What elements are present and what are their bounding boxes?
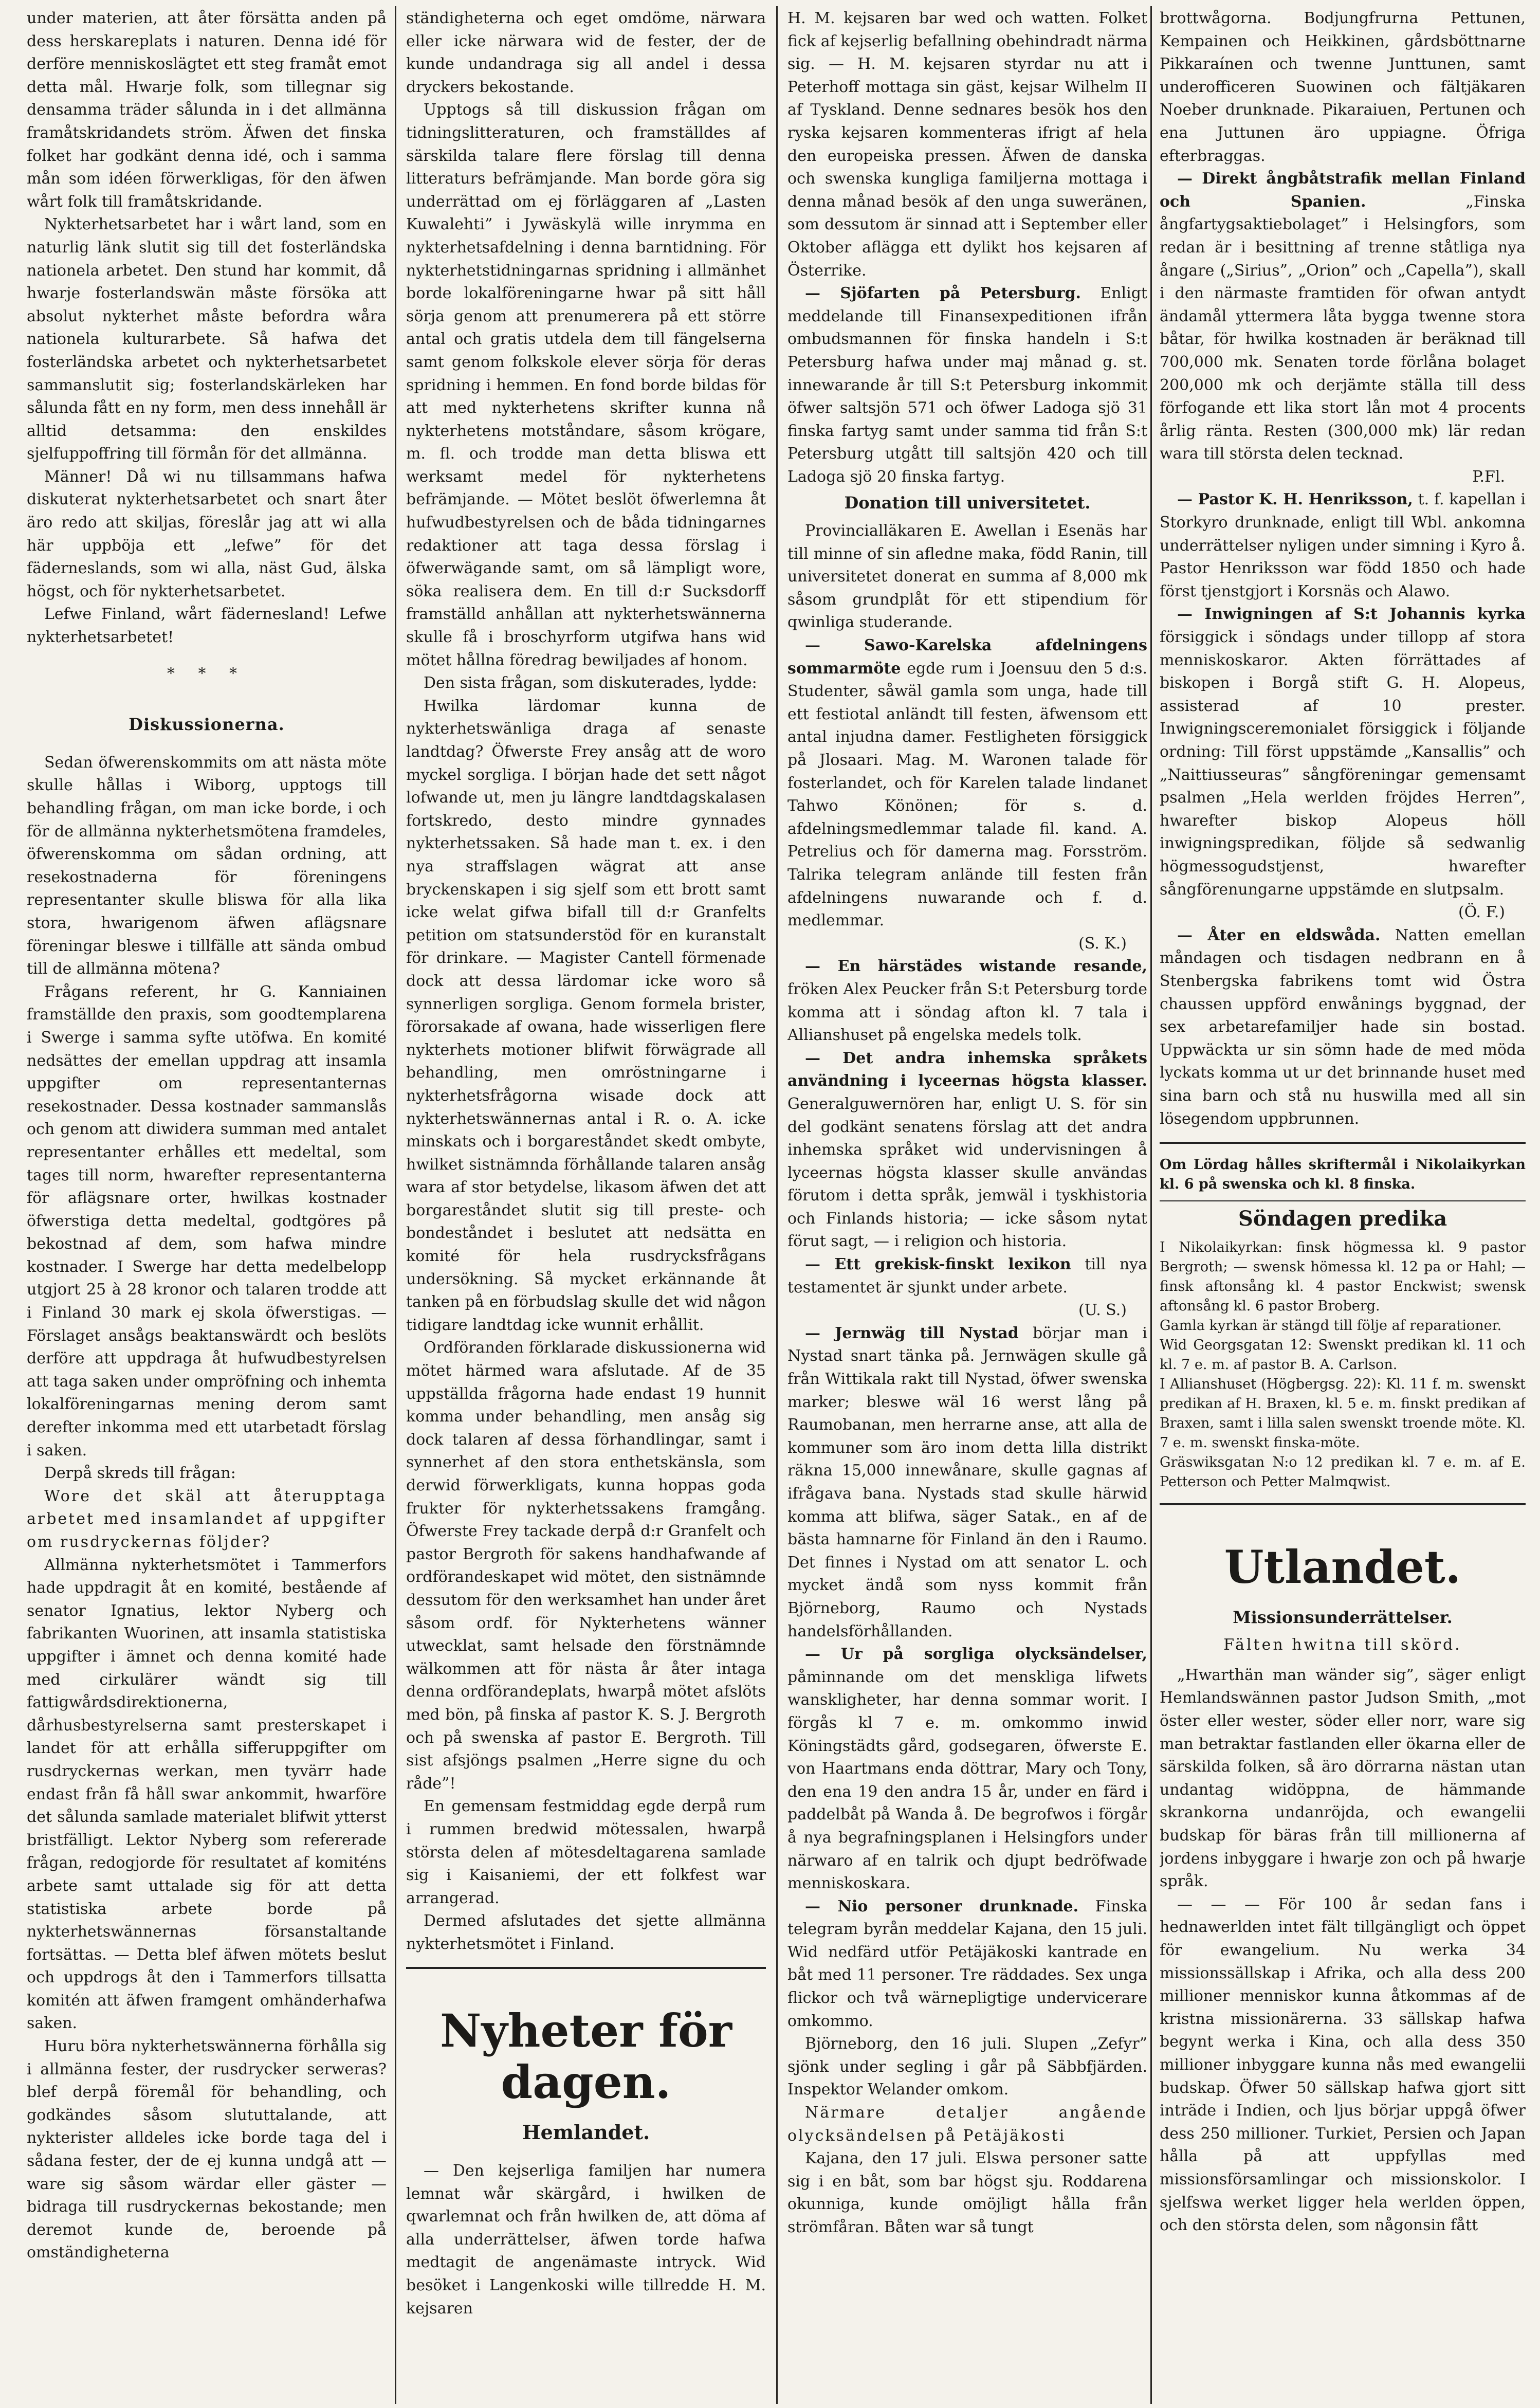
paragraph: Björneborg, den 16 juli. Slupen „Zefyr” sjönk under segling i går på Säbbfjärden. Inspektor Welander omkom. xyxy=(787,2035,1147,2099)
church-notice: Om Lördag hålles skriftermål i Nikolaikyrkan kl. 6 på swenska och kl. 8 finska. xyxy=(1160,1157,1526,1193)
paragraph: Nykterhetsarbetet har i wårt land, som en naturlig länk slutit sig till det fosterländska nationela arbetet. Den stund har kommit, då hwarje fosterlandswän måste försöka att absolut nykterhet måste befordra wåra nationela kulturarbete. Så hafwa det fosterländska arbetet och nykterhetsarbetet sammanslutit sig; fosterlandskärleken har sålunda fått en ny form, men dess innehåll är alltid detsamma: den enskildes sjelfuppoffring till förmån för det allmänna. xyxy=(27,215,387,463)
section-heading: Diskussionerna. xyxy=(129,715,285,735)
news-headline: — Jernwäg till Nystad xyxy=(805,1324,1019,1342)
news-body: „Finska ångfartygsaktiebolaget” i Helsingfors, som redan är i besittning af trenne ståtliga nya ångare („Sirius”, „Orion” och „Capella”), skall i den närmaste framtiden för ofwan antydt ändamål yttermera låta bygga twenne stora båtar, för hwilka kostnaden är beräknad till 700,000 mk. Senaten torde förlåna bolaget 200,000 mk och derjämte ställa till dess förfogande ett lika stort lån mot 4 procents årlig ränta. Resten (300,000 mk) lär redan wara till största delen tecknad. xyxy=(1160,192,1526,463)
divider xyxy=(406,1967,766,1969)
paragraph: Frågans referent, hr G. Kanniainen framställde den praxis, som goodtemplarena i Swerge i samma syfte utöfwa. En komité nedsättes der emellan uppdrag att insamla uppgifter om representanternas resekostnader. Dessa kostnader sammanslås och genom att diwidera summan med antalet representanter erhålles ett medeltal, som tages till norm, hwarefter representanterna för aflägsnare orter, hwilkas kostnader öfwerstiga detta medeltal, godtgöres på bekostnad af dem, som hafwa mindre kostnader. I Swerge har detta medelbelopp utgjort 25 à 28 kronor och talaren trodde att i Finland 30 mark ej skola öfwerstigas. — Förslaget ansågs beaktanswärdt och beslöts derföre att uppdraga åt hufwudbestyrelsen att taga saken under ompröfning och inhemta lokalföreningarnas mening derom samt derefter inkomma med ett utarbetadt förslag i saken. xyxy=(27,982,387,1460)
paragraph: Huru böra nykterhetswännerna förhålla sig i allmänna fester, der rusdrycker serweras? blef derpå föremål för behandling, och godkändes såsom slututtalande, att nykterister alldeles icke borde taga del i sådana fester, der de ej kunna undgå att — ware sig såsom wärdar eller gäster — bidraga till rusdryckernas bekostande; men deremot kunde de, beroende på omständigheterna xyxy=(27,2037,387,2262)
news-body: Generalguwernören har, enligt U. S. för sin del godkänt senatens förslag att det andra inhemska språket wid undervisningen å lyceernas högsta klasser skulle användas förutom i detta språk, jemwäl i tyskhistoria och Finlands historia; — icke såsom nytat förut sagt, — i religion och historia. xyxy=(787,1094,1147,1251)
column-4 xyxy=(1160,7,1526,2403)
paragraph: Allmänna nykterhetsmötet i Tammerfors hade uppdragit åt en komité, bestående af senator Ignatius, lektor Nyberg och fabrikanten Wuorinen, att insamla statistiska uppgifter i ämnet och denna komité hade med cirkulärer wändt sig till fattigwårdsdirektionerna, dårhusbestyrelserna samt presterskapet i landet för att erhålla sifferuppgifter om rusdryckernas werkan, men tyvärr hade endast från få håll swar ankommit, hwarföre det sålunda samlade materialet blifwit ytterst bristfälligt. Lektor Nyberg som refererade frågan, redogjorde för resultatet af komiténs arbete samt uttalade sig för att detta statistiska arbete borde på nykterhetswännernas försanstaltande fortsättas. — Detta blef äfwen mötets beslut och uppdrogs åt den i Tammerfors tillsatta komitén att äfwen framgent omhänderhafwa saken. xyxy=(27,1556,387,2033)
news-body: Finska telegram byrån meddelar Kajana, den 15 juli. Wid nedfärd utför Petäjäkoski kantrade en båt med 11 personer. Tre räddades. Sex unga flickor och två wärnepligtige undervicerare omkommo. xyxy=(787,1897,1147,2030)
paragraph: Den sista frågan, som diskuterades, lydde: xyxy=(424,674,757,692)
sermon-entry: Gamla kyrkan är stängd till följe af reparationer. xyxy=(1160,1317,1502,1334)
news-body: egde rum i Joensuu den 5 d:s. Studenter, såwäl gamla som unga, hade till ett festiotal anländt till festen, äfwensom ett antal injudna damer. Festligheten försiggick på Jlosaari. Mag. M. Waronen talade för fosterlandet, och för Karelen talade lindanet Tahwo Könönen; för s. d. afdelningsmedlemmar talade fil. kand. A. Petrelius och för damerna mag. Forsström. Talrika telegram anlände till festen från afdelningens nuwarande och f. d. medlemmar. xyxy=(787,659,1147,930)
source-signature: P.Fl. xyxy=(1472,467,1505,486)
news-headline: — Nio personer drunknade. xyxy=(805,1897,1079,1916)
sermon-entry: Wid Georgsgatan 12: Swenskt predikan kl. 11 och kl. 7 e. m. af pastor B. A. Carlson. xyxy=(1160,1337,1526,1373)
column-2 xyxy=(406,7,766,2403)
paragraph: Derpå skreds till frågan: xyxy=(44,1464,236,1483)
news-headline: — Åter en eldswåda. xyxy=(1177,926,1381,944)
paragraph: H. M. kejsaren bar wed och watten. Folket fick af kejserlig befallning obehindradt närma sig. — H. M. kejsaren styrdar nu att i Peterhoff mottaga sin gäst, kejsar Wilhelm II af Tyskland. Denne sednares besök hos den ryska kejsaren kommenteras ifrigt af hela den europeiska pressen. Äfwen de danska och swenska kungliga familjerna mottaga i denna månad besök af den unga suweränen, som dessutom är sinnad att i September eller Oktober aflägga ett dylikt hos kejsaren af Österrike. xyxy=(787,9,1147,280)
paragraph: Närmare detaljer angående olycksändelsen på Petäjäkosti xyxy=(787,2104,1147,2145)
paragraph: Dermed afslutades det sjette allmänna nykterhetsmötet i Finland. xyxy=(406,1912,766,1953)
news-headline: Donation till universitetet. xyxy=(844,493,1091,513)
news-headline: — Inwigningen af S:t Johannis kyrka xyxy=(1177,605,1526,624)
paragraph: — Den kejserliga familjen har numera lemnat wår skärgård, i hwilken de qwarlemnat och från hwilken de, att döma af alla underrättelser, äfwen torde hafwa medtagit de angenämaste intryck. Wid besöket i Langenkoski wille tillredde H. M. kejsaren xyxy=(406,2162,766,2318)
column-rule xyxy=(395,6,396,2404)
divider xyxy=(1160,1142,1526,1144)
divider xyxy=(1160,1503,1526,1505)
news-body: t. f. kapellan i Storkyro drunknade, enligt till Wbl. ankomna underrättelser nyligen under simning i Kyro å. Pastor Henriksson war född 1850 och hade först tjenstgjort i Korsnäs och Alawo. xyxy=(1160,490,1526,600)
paragraph: Sedan öfwerenskommits om att nästa möte skulle hållas i Wiborg, upptogs till behandling frågan, om man icke borde, i och för de allmänna nykterhetsmötena framdeles, öfwerenskomma om sådan ordning, att resekostnaderna för föreningens representanter skulle bliswa för alla lika stora, hwarigenom äfwen aflägsnare föreningar bleswe i tillfälle att sända ombud till de allmänna mötena? xyxy=(27,753,387,978)
news-headline: — Sjöfarten på Petersburg. xyxy=(805,284,1081,303)
column-3 xyxy=(787,7,1147,2403)
paragraph: — — — För 100 år sedan fans i hednawerlden intet fält tillgängligt och öppet för ewangelium. Nu werka 34 missionssällskap i Afrika, och alla dess 200 millioner menniskor kunna åtkommas af de kristna missionärerna. 33 sällskap hafwa begynt werka i Kina, och alla dess 350 millioner inbyggare kunna nås med ewangelii budskap. Öfwer 50 sällskap hafwa gjort sitt inträde i Indien, och ljus börjar uppgå öfwer dess 250 millioner. Turkiet, Persien och Japan hålla på att uppfyllas med missionsförsamlingar och missionskolor. I sjelfswa werket ligger hela werlden öppen, och den största delen, som någonsin fått xyxy=(1160,1895,1526,2235)
paragraph: Kajana, den 17 juli. Elswa personer satte sig i en båt, som bar högst sju. Roddarena okunniga, kunde omöjligt hålla från strömfåran. Båten war så tungt xyxy=(787,2149,1147,2236)
paragraph: ständigheterna och eget omdöme, närwara eller icke närwara wid de fester, der de kunde undandraga sig all andel i dessa dryckers bekostande. xyxy=(406,9,766,96)
divider xyxy=(1160,1200,1526,1201)
source-signature: (Ö. F.) xyxy=(1458,903,1505,922)
news-headline: — Direkt ångbåtstrafik mellan Finland och Spanien. xyxy=(1160,170,1526,211)
news-headline: — En härstädes wistande resande, xyxy=(805,957,1147,976)
sermon-entry: I Allianshuset (Högbergsg. 22): Kl. 11 f. m. swenskt predikan af H. Braxen, kl. 5 e. m. finskt predikan af Braxen, samt i lilla salen swenskt troende möte. Kl. 7 e. m. swenskt finska-möte. xyxy=(1160,1376,1526,1451)
sermon-entry: I Nikolaikyrkan: finsk högmessa kl. 9 pastor Bergroth; — swensk hömessa kl. 12 pa or Hahl; — finsk aftonsång kl. 4 pastor Enckwist; swensk aftonsång kl. 6 pastor Broberg. xyxy=(1160,1239,1526,1314)
source-signature: (U. S.) xyxy=(1078,1301,1127,1320)
question-paragraph: Wore det skäl att återupptaga arbetet med insamlandet af uppgifter om rusdryckernas följder? xyxy=(27,1487,387,1551)
news-headline: — Ett grekisk-finskt lexikon xyxy=(805,1255,1071,1274)
news-body: till nya testamentet är sjunkt under arbete. xyxy=(787,1255,1147,1297)
source-signature: (S. K.) xyxy=(1078,934,1127,953)
news-body: Provincialläkaren E. Awellan i Esenäs har till minne of sin afledne maka, född Ranin, till universitetet donerat en summa af 8,000 mk såsom grundplåt för ett stipendium för qwinliga studerande. xyxy=(787,522,1147,632)
news-headline: — Det andra inhemska språkets användning i lyceernas högsta klasser. xyxy=(787,1049,1147,1090)
paragraph: under materien, att åter försätta anden på dess herskareplats i naturen. Denna idé för derföre menniskoslägtet ett steg framåt emot detta mål. Hwarje folk, som tillegnar sig densamma träder sålunda in i det allmänna framåtskridandets ström. Äfwen det finska folket har godkänt denna idé, och i samma mån som idéen förwerkligas, för den äfwen wårt folk till framåtskridande. xyxy=(27,9,387,211)
sermon-heading: Söndagen predika xyxy=(1238,1207,1447,1231)
news-headline: — Sawo-Karelska afdelningens sommarmöte xyxy=(787,636,1147,678)
paragraph: brottwågorna. Bodjungfrurna Pettunen, Kempainen och Heikkinen, gårdsböttnarne Pikkaraínen och twenne Junttunen, samt underofficeren Suowinen och fältjäkaren Noeber drunknade. Pikaraiuen, Pertunen och ena Juttunen äro uppiagne. Öfriga efterbraggas. xyxy=(1160,9,1526,165)
news-body: börjar man i Nystad snart tänka på. Jernwägen skulle gå från Wittikala rakt till Nystad, öfwer swenska marker; bleswe wäl 16 werst lång på Raumobanan, men herrarne anse, att alla de kommuner som äro inom detta lilla distrikt räkna 15,000 innewånare, skulle gagnas af ifrågava bana. Nystads stad skulle härwid komma att blifwa, säger Satak., en af de bästa hamnarne för Finland än den i Raumo. Det finnes i Nystad om att senator L. och mycket ändå som nyss kommit från Björneborg, Raumo och Nystads handelsförhållanden. xyxy=(787,1324,1147,1640)
news-body: fröken Alex Peucker från S:t Petersburg torde komma att i söndag afton kl. 7 tala i Allianshuset på engelska medels tolk. xyxy=(787,980,1147,1045)
paragraph: En gemensam festmiddag egde derpå rum i rummen bredwid mötessalen, hwarpå största delen af mötesdeltagarena samlade sig i Kaisaniemi, der ett folkfest war arrangerad. xyxy=(406,1797,766,1907)
column-rule xyxy=(776,6,778,2404)
section-title: Nyheter för dagen. xyxy=(439,2004,732,2109)
paragraph: Upptogs så till diskussion frågan om tidningslitteraturen, och framställdes af särskilda talare flere förslag till denna litteraturs befrämjande. Man borde göra sig underrättad om ej förläggaren af „Lasten Kuwalehti” i Jywäskylä wille inrymma en nykterhetsafdelning i denna barntidning. För nykterhetstidningarnas spridning i allmänhet borde lokalföreningarne hwar på sitt håll sörja genom att prenumerera på ett större antal och gratis utdela dem till fängelserna samt genom folkskole elever sörja för deras spridning i hemmen. En fond borde bildas för att med nykterhetens skrifter kunna nå nykterhetens motståndare, såsom krögare, m. fl. och trodde man detta bliswa ett werksamt medel för nykterhetens befrämjande. — Mötet beslöt öfwerlemna åt hufwudbestyrelsen och de båda tidningarnes redaktioner att taga dessa förslag i öfwerwägande samt, om så lämpligt wore, söka realisera dem. En till d:r Sucksdorff framställd anhållan att nykterhetswännerna skulle få i broschyrform utgifwa hans wid mötet hållna föredrag bewiljades af honom. xyxy=(406,101,766,669)
subsection-title: Missionsunderrättelser. xyxy=(1233,1607,1453,1627)
paragraph: Ordföranden förklarade diskussionerna wid mötet härmed wara afslutade. Af de 35 uppställda frågorna hade endast 19 hunnit komma under behandling, men ansåg sig dock talaren af dessa förhandlingar, samt i synnerhet af den stora enthetskänsla, som derwid förwerkligats, kunna hoppas goda frukter för nykterhetssakens framgång. Öfwerste Frey tackade derpå d:r Granfelt och pastor Bergroth för sakens handhafwande af ordförandeskapet wid mötet, den sistnämnde dessutom för den werksamhet han under året såsom ordf. för Nykterhetens wänner utwecklat, samt helsade den förstnämnde wälkommen att för nästa år åter intaga denna ordförandeplats, hwarpå mötet afslöts med bön, på finska af pastor K. S. J. Bergroth och på swenska af pastor E. Bergroth. Till sist afsjöngs psalmen „Herre signe du och råde”! xyxy=(406,1339,766,1793)
news-headline: — Ur på sorgliga olycksändelser, xyxy=(805,1645,1147,1664)
news-body: Natten emellan måndagen och tisdagen nedbrann en å Stenbergska fabrikens tomt wid Östra chaussen uppförd enwånings byggnad, der sex arbetarefamiljer hade sin bostad. Uppwäckta ur sin sömn hade de med möda lyckats komma ut ur det brinnande huset med sina barn och stå nu huswilla med all sin lösegendom uppbrunnen. xyxy=(1160,926,1526,1128)
subsection-title: Hemlandet. xyxy=(522,2121,650,2144)
section-title: Utlandet. xyxy=(1224,1540,1461,1594)
article-title: Fälten hwitna till skörd. xyxy=(1223,1636,1462,1654)
sermon-entry: Gräswiksgatan N:o 12 predikan kl. 7 e. m. af E. Petterson och Petter Malmqwist. xyxy=(1160,1454,1526,1490)
news-headline: — Pastor K. H. Henriksson, xyxy=(1177,490,1413,509)
paragraph: Hwilka lärdomar kunna de nykterhetswänliga draga af senaste landtdag? Öfwerste Frey ansåg att de woro myckel sorgliga. I början hade det sett något lofwande ut, men ju längre landtdagskalasen fortskredo, desto mindre gynnades nykterhetssaken. Så hade man t. ex. i den nya straffslagen wägrat att anse bryckenskapen i sig sjelf som ett brott samt icke welat gifwa bifall till d:r Granfelts petition om statsunderstöd för en kuranstalt för drinkare. — Magister Cantell förmenade dock att dessa lärdomar icke woro så synnerligen sorgliga. Genom formela brister, förorsakade af owana, hade wisserligen flere nykterhets motioner blifwit förwägrade all behandling, men omröstningarne i nykterhetsfrågorna wisade dock att nykterhetswännernas antal i R. o. A. icke minskats och i borgareståndet skedt ombyte, hwilket sistnämnda förhållande talaren ansåg wara af stor betydelse, likasom äfwen det att borgareståndet slutit sig till preste- och bondeståndet i beslutet att nedsätta en komité för hela rusdrycksfrågans undersökning. Så mycket erkännande åt tanken på en förbudslag skulle det wid någon tidigare landtdag icke wunnit erhållit. xyxy=(406,697,766,1334)
section-divider-stars: * * * xyxy=(167,664,247,683)
paragraph: Lefwe Finland, wårt fädernesland! Lefwe nykterhetsarbetet! xyxy=(27,605,387,647)
news-body: försiggick i söndags under tillopp af stora menniskoskaror. Akten förrättades af biskopen i Borgå stift G. H. Alopeus, assisterad af 10 prester. Inwigningsceremonialet försiggick i följande ordning: Till först uppstämde „Kansallis” och „Naittiusseuras” sångföreningar gemensamt psalmen „Hela werlden fröjdes Herren”, hwarefter biskop Alopeus höll inwigningspredikan, följde så sedwanlig högmessogudstjenst, hwarefter sångförenungarne uppstämde en slutpsalm. xyxy=(1160,628,1526,899)
column-1 xyxy=(27,7,387,2403)
paragraph: Männer! Då wi nu tillsammans hafwa diskuterat nykterhetsarbetet och snart åter äro redo att skiljas, föreslår jag att wi alla här uppböja ett „lefwe” för det fäderneslands, som wi alla, näst Gud, älska högst, och för nykterhetsarbetet. xyxy=(27,467,387,600)
news-body: påminnande om det menskliga lifwets wanskligheter, har denna sommar worit. I förgås kl 7 e. m. omkommo inwid Köningstädts gård, godsegaren, öfwerste E. von Haartmans enda döttrar, Mary och Tony, den ena 19 den andra 15 år, under en färd i paddelbåt på Wanda å. De begrofwos i förgår å nya begrafningsplanen i Helsingfors under närwaro af en talrik och djupt bedröfwade menniskoskara. xyxy=(787,1668,1147,1893)
news-body: Enligt meddelande till Finansexpeditionen ifrån ombudsmannen för finska handeln i S:t Petersburg hafwa under maj månad g. st. innewarande år till S:t Petersburg inkommit öfwer saltsjön 571 och öfwer Ladoga sjö 31 finska fartyg samt under samma tid från S:t Petersburg utgått till saltsjön 420 och till Ladoga sjö 20 finska fartyg. xyxy=(787,284,1147,486)
column-rule xyxy=(1150,6,1152,2404)
paragraph: „Hwarthän man wänder sig”, säger enligt Hemlandswännen pastor Judson Smith, „mot öster eller wester, söder eller norr, ware sig man betraktar fastlanden eller ökarna eller de särskilda folken, så äro dörrarna nästan utan undantag widöppna, de hämmande skrankorna undanröjda, och ewangelii budskap för bäras från till millionerna af jordens inbyggare i hwarje zon och på hwarje språk. xyxy=(1160,1666,1526,1891)
